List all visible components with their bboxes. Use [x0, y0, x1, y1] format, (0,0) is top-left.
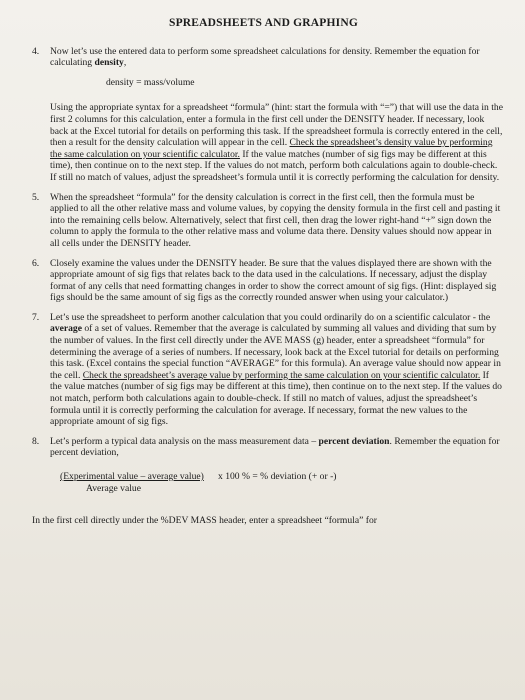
page-title: SPREADSHEETS AND GRAPHING — [168, 17, 359, 29]
formula-rest: x 100 % = % deviation (+ or -) — [218, 471, 337, 482]
text: of a set of values. Remember that the average is calculated by summing all values and dividing that sum by the number of values. In the first cell directly under the AVE MASS (g) header, enter a spreadsheet “formula” for determining the average of a series of numbers. If necessary, look back at the Excel tutorial for details on performing this task. (Excel contains the special function “AVERAGE” for this formula). An average value should now appear in the cell. — [50, 323, 501, 381]
text-bold: percent deviation — [318, 435, 390, 447]
step-4-paragraph — [50, 102, 503, 183]
intro-bold: density — [94, 57, 124, 69]
text-underlined: Check the spreadsheet’s average value by performing the same calculation on your scientific calculator. — [82, 369, 481, 381]
text-end: If the value matches (number of sig figs may be different at this time), then continue on to the next step. If the values do not match, perform both calculations again to double-check. If still no match of values, adjust the spreadsheet’s formula until it is correctly performing the calculation for average. If necessary, format the new values to the appropriate amount of sig figs. — [50, 369, 502, 428]
step-number: 8. — [32, 435, 40, 447]
step-8-continuation: In the first cell directly under the %DEV MASS header, enter a spreadsheet “formula” for — [32, 515, 377, 526]
step-4 — [24, 46, 503, 184]
text: . Remember the equation for percent deviation, — [50, 435, 500, 459]
step-number: 5. — [32, 191, 40, 203]
step-7 — [24, 312, 503, 428]
step-number: 4. — [32, 45, 40, 57]
step-5 — [24, 192, 503, 250]
text-bold: average — [50, 323, 82, 335]
percent-deviation-formula — [60, 471, 503, 501]
intro-end: , — [123, 57, 127, 69]
intro-text: Now let’s use the entered data to perform some spreadsheet calculations for density. Remember the equation for calculating — [50, 45, 480, 69]
para-text: Using the appropriate syntax for a spreadsheet “formula” (hint: start the formula with “=”) that will use the data in the first 2 columns for this calculation, enter a formula in the first cell under the DENSITY header. If necessary, look back at the Excel tutorial for details on performing this task. If the spreadsheet formula is correctly entered in the cell, then a result for the density calculation will appear in the cell. — [50, 102, 503, 149]
text: Let’s use the spreadsheet to perform another calculation that you could ordinarily do on a scientific calculator - the — [50, 311, 491, 323]
step-6-text: Closely examine the values under the DENSITY header. Be sure that the values displayed there are shown with the appropriate amount of sig figs that relates back to the data used in the calculations. If necessary, adjust the display format of any cells that need formatting changes in order to show the correct amount of sig figs. (Hint: displayed sig figs should be the same amount of sig figs as the correctly rounded answer when using your calculator.) — [50, 257, 497, 304]
formula-numerator: (Experimental value – average value) — [60, 471, 204, 482]
step-5-text: When the spreadsheet “formula” for the density calculation is correct in the first cell, then the formula must be applied to all the other relative mass and volume values, by copying the density formula in the first cell and pasting it into the remaining cells below. Alternatively, select that first cell, then drag the lower right-hand “+” sign down the column to apply the formula to the other relative mass and volume data there. Density values should now appear in all cells under the DENSITY header. — [50, 191, 501, 249]
step-8 — [24, 436, 503, 501]
density-equation: density = mass/volume — [106, 76, 195, 88]
step-7-text — [50, 312, 503, 428]
para-underlined: Check the spreadsheet’s density value by performing the same calculation on your scientific calculator. — [50, 137, 493, 160]
para-text-end: If the value matches (number of sig figs may be different at this time), then continue on to the next step. If the values do not match, perform both calculations again to double-check. If still no match of values, adjust the spreadsheet’s formula until it is correctly performing the calculation for density. — [50, 148, 500, 183]
step-6 — [24, 258, 503, 304]
text: Let’s perform a typical data analysis on the mass measurement data – — [50, 435, 319, 447]
step-number: 6. — [32, 257, 40, 269]
step-number: 7. — [32, 311, 40, 323]
step-4-intro — [50, 46, 503, 69]
formula-denominator: Average value — [86, 483, 141, 494]
step-8-intro — [50, 436, 503, 459]
